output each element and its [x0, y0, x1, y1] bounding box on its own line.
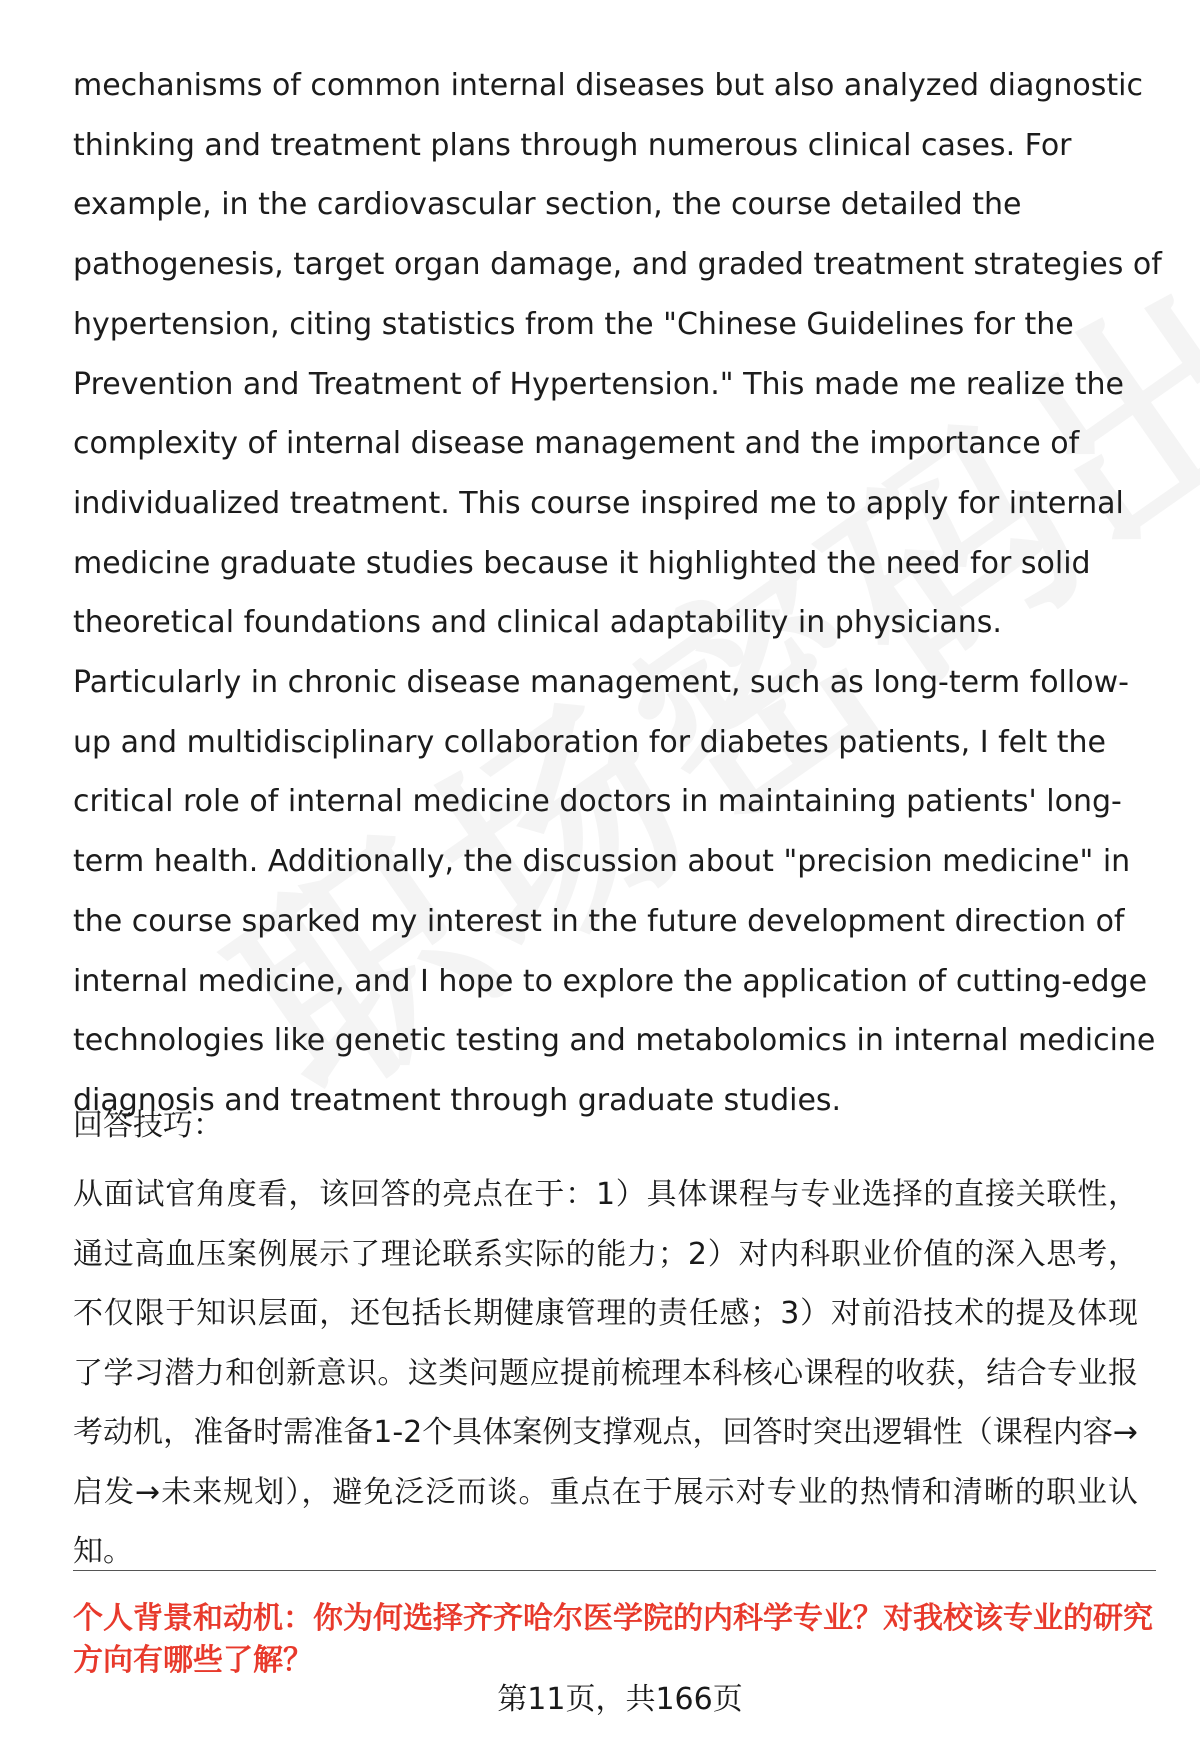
tips-paragraph: 从面试官角度看，该回答的亮点在于：1）具体课程与专业选择的直接关联性，通过高血压案例展示了理论联系实际的能力；2）对内科职业价值的深入思考，不仅限于知识层面，还包括长期健康管理的责任感；3）对前沿技术的提及体现了学习潜力和创新意识。这类问题应提前梳理本科核心课程的收获，结合专业报考动机，准备时需准备1-2个具体案例支撑观点，回答时突出逻辑性（课程内容→启发→未来规划），避免泛泛而谈。重点在于展示对专业的热情和清晰的职业认知。	[73, 1177, 1138, 1569]
next-question-heading: 个人背景和动机：你为何选择齐齐哈尔医学院的内科学专业？对我校该专业的研究方向有哪些了解？	[73, 1601, 1153, 1678]
tips-label: 回答技巧：	[73, 1108, 223, 1143]
answer-paragraph: mechanisms of common internal diseases but also analyzed diagnostic thinking and treatment plans through numerous clinical cases. For example, in the cardiovascular section, the course detailed the pathogenesis, target organ damage, and graded treatment strategies of hypertension, citing statistics from the "Chinese Guidelines for the Prevention and Treatment of Hypertension." This made me realize the complexity of internal disease management and the importance of individualized treatment. This course inspired me to apply for internal medicine graduate studies because it highlighted the need for solid theoretical foundations and clinical adaptability in physicians. Particularly in chronic disease management, such as long-term follow-up and multidisciplinary collaboration for diabetes patients, I felt the critical role of internal medicine doctors in maintaining patients' long-term health. Additionally, the discussion about "precision medicine" in the course sparked my interest in the future development direction of internal medicine, and I hope to explore the application of cutting-edge technologies like genetic testing and metabolomics in internal medicine diagnosis and treatment through graduate studies.	[73, 68, 1162, 1118]
page-number: 第11页，共166页	[497, 1682, 743, 1717]
section-divider	[73, 1570, 1156, 1571]
